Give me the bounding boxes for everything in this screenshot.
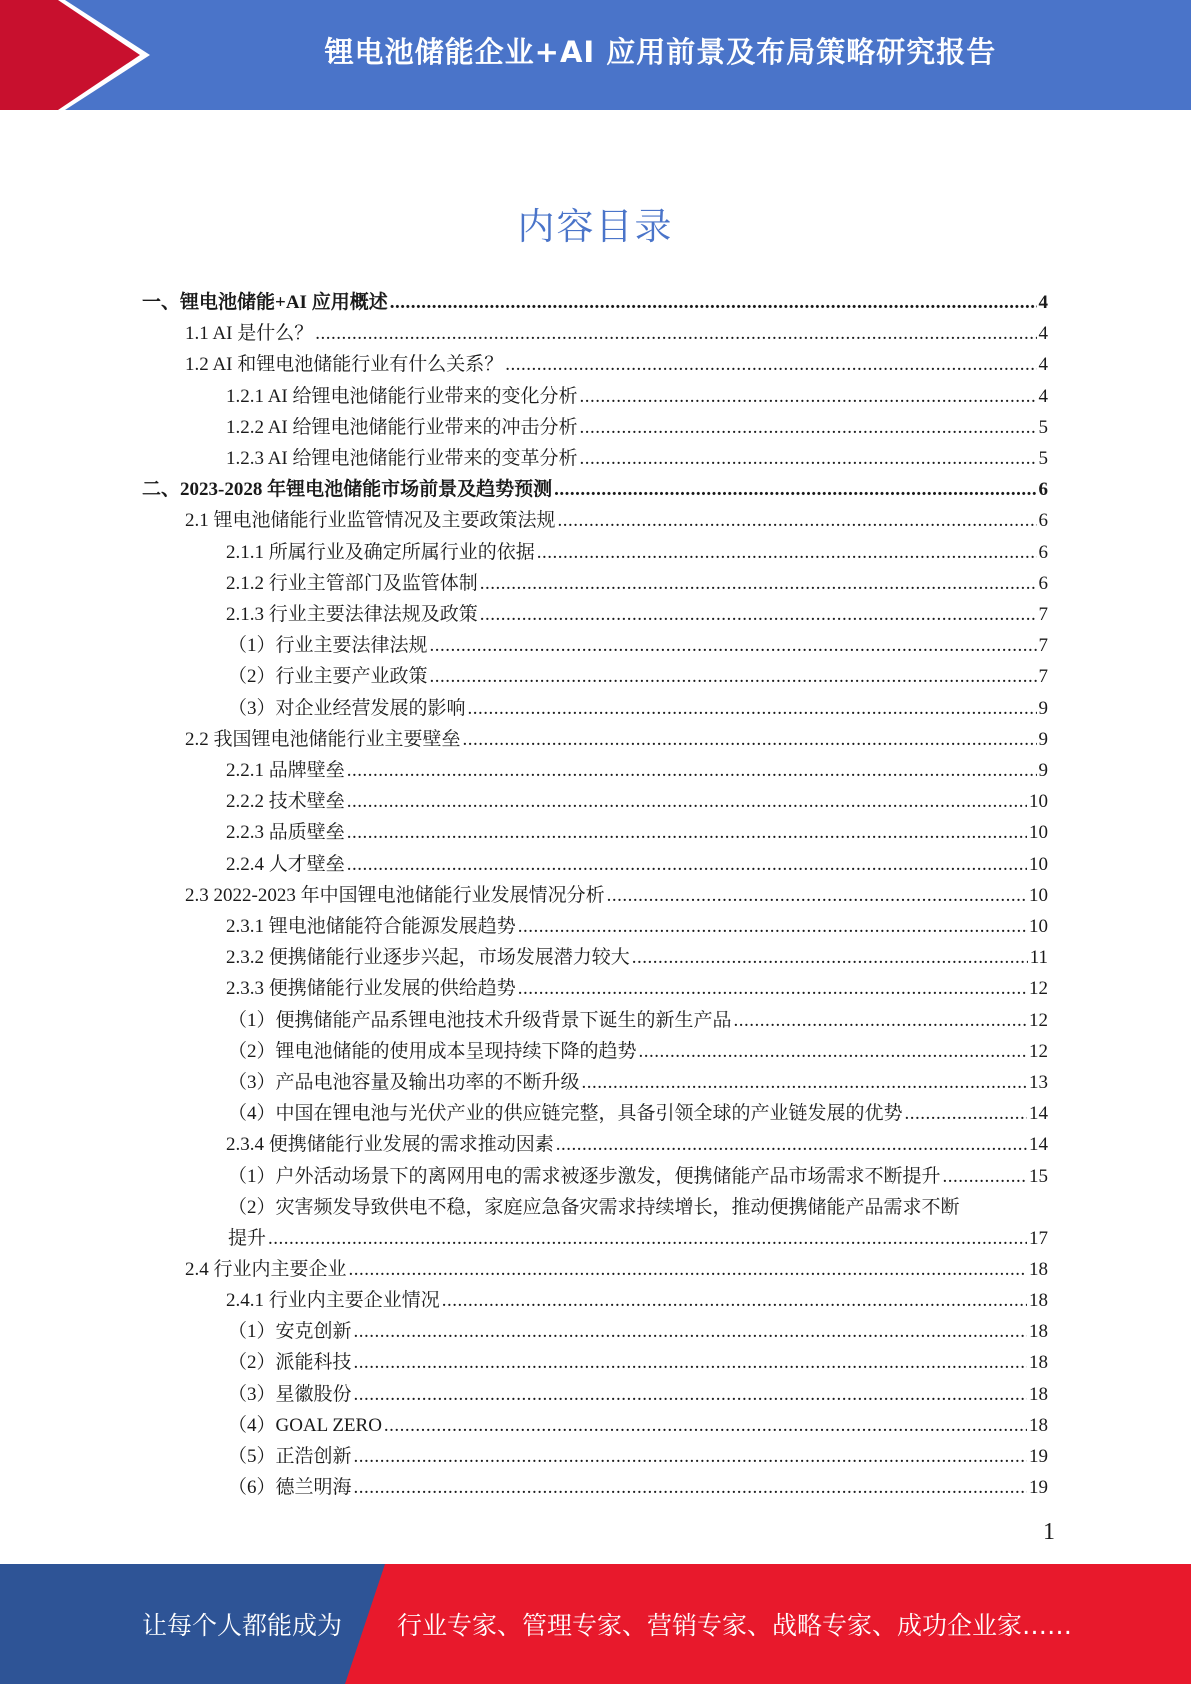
toc-entry[interactable] bbox=[228, 1036, 1048, 1067]
toc-entry-text: 2.3.4 便携储能行业发展的需求推动因素 bbox=[226, 1134, 554, 1156]
toc-page-number: 4 bbox=[1038, 292, 1048, 313]
toc-page-number: 5 bbox=[1038, 416, 1048, 438]
toc-entry[interactable] bbox=[226, 1285, 1048, 1316]
toc-entry[interactable] bbox=[226, 755, 1048, 786]
toc-leader-dots bbox=[537, 537, 1037, 568]
toc-leader-dots bbox=[442, 1285, 1027, 1316]
toc-entry[interactable] bbox=[228, 1472, 1048, 1503]
toc-leader-dots bbox=[518, 911, 1027, 942]
toc-entry[interactable] bbox=[142, 287, 1048, 318]
toc-entry-text: 2.2.3 品质壁垒 bbox=[226, 822, 345, 844]
toc-entry-text: （5）正浩创新 bbox=[228, 1446, 352, 1467]
toc-page-number: 14 bbox=[1029, 1103, 1048, 1125]
toc-page-number: 12 bbox=[1029, 1040, 1048, 1062]
toc-entry[interactable] bbox=[185, 880, 1048, 911]
toc-entry[interactable] bbox=[228, 1098, 1048, 1129]
toc-page-number: 10 bbox=[1029, 916, 1048, 937]
toc-leader-dots bbox=[430, 630, 1037, 661]
toc-page-number: 6 bbox=[1038, 572, 1048, 594]
toc-page-number: 18 bbox=[1029, 1321, 1048, 1343]
toc-entry-text: 2.2.4 人才壁垒 bbox=[226, 853, 345, 875]
toc-leader-dots bbox=[384, 1410, 1027, 1441]
toc-leader-dots bbox=[607, 880, 1027, 911]
toc-entry[interactable] bbox=[185, 724, 1048, 755]
toc-entry-text: 2.1.1 所属行业及确定所属行业的依据 bbox=[226, 541, 535, 563]
toc-page-number: 10 bbox=[1029, 884, 1048, 906]
toc-leader-dots bbox=[347, 755, 1037, 786]
toc-leader-dots bbox=[505, 349, 1036, 380]
toc-leader-dots bbox=[632, 942, 1028, 973]
toc-entry-text: 1.2.3 AI 给锂电池储能行业带来的变革分析 bbox=[226, 448, 578, 469]
toc-entry[interactable] bbox=[228, 1005, 1048, 1036]
toc-page-number: 19 bbox=[1029, 1446, 1048, 1467]
toc-entry[interactable] bbox=[226, 973, 1048, 1004]
toc-entry-text: 一、锂电池储能+AI 应用概述 bbox=[142, 292, 388, 313]
toc-entry-text: 2.4 行业内主要企业 bbox=[185, 1258, 347, 1280]
toc-entry[interactable] bbox=[228, 1316, 1048, 1347]
toc-entry-text: 二、2023-2028 年锂电池储能市场前景及趋势预测 bbox=[142, 479, 553, 501]
toc-leader-dots bbox=[354, 1472, 1027, 1503]
toc-leader-dots bbox=[556, 1129, 1027, 1160]
toc-page-number: 14 bbox=[1029, 1134, 1048, 1156]
header-arrow-decoration bbox=[0, 0, 160, 110]
toc-leader-dots bbox=[639, 1036, 1027, 1067]
toc-entry-text: 1.2 AI 和锂电池储能行业有什么关系？ bbox=[185, 354, 504, 376]
toc-leader-dots bbox=[390, 287, 1037, 318]
toc-page-number: 18 bbox=[1029, 1290, 1048, 1311]
toc-page-number: 9 bbox=[1038, 760, 1048, 781]
toc-leader-dots bbox=[480, 599, 1037, 630]
toc-leader-dots bbox=[480, 568, 1037, 599]
toc-leader-dots bbox=[354, 1379, 1027, 1410]
toc-entry-text: （4）GOAL ZERO bbox=[228, 1414, 382, 1436]
toc-leader-dots bbox=[315, 318, 1036, 349]
toc-leader-dots bbox=[468, 693, 1037, 724]
toc-page-number: 17 bbox=[1029, 1227, 1048, 1249]
toc-leader-dots bbox=[347, 786, 1027, 817]
toc-leader-dots bbox=[349, 1254, 1027, 1285]
header-banner bbox=[0, 0, 1191, 110]
toc-entry[interactable] bbox=[226, 599, 1048, 630]
toc-entry[interactable] bbox=[228, 693, 1048, 724]
toc-entry-text: 2.3.2 便携储能行业逐步兴起，市场发展潜力较大 bbox=[226, 947, 630, 969]
toc-page-number: 7 bbox=[1038, 666, 1048, 688]
toc-page-number: 5 bbox=[1038, 448, 1048, 469]
toc-entry[interactable] bbox=[185, 1254, 1048, 1285]
toc-entry-text: 2.4.1 行业内主要企业情况 bbox=[226, 1290, 440, 1311]
page-number: 1 bbox=[1043, 1519, 1055, 1545]
toc-page-number: 12 bbox=[1029, 1009, 1048, 1031]
toc-leader-dots bbox=[347, 849, 1027, 880]
toc-entry-text: （4）中国在锂电池与光伏产业的供应链完整，具备引领全球的产业链发展的优势 bbox=[228, 1103, 903, 1125]
toc-page-number: 19 bbox=[1029, 1477, 1048, 1499]
toc-entry[interactable] bbox=[228, 1161, 1048, 1192]
toc-entry[interactable] bbox=[226, 911, 1048, 942]
toc-leader-dots bbox=[580, 443, 1037, 474]
toc-entry[interactable] bbox=[226, 849, 1048, 880]
toc-leader-dots bbox=[580, 412, 1037, 443]
toc-leader-dots bbox=[558, 505, 1037, 536]
toc-entry-text: （1）户外活动场景下的离网用电的需求被逐步激发，便携储能产品市场需求不断提升 bbox=[228, 1165, 941, 1187]
toc-leader-dots bbox=[905, 1098, 1027, 1129]
toc-leader-dots bbox=[354, 1441, 1027, 1472]
toc-entry[interactable] bbox=[226, 1129, 1048, 1160]
toc-title: 内容目录 bbox=[517, 205, 674, 248]
toc-page-number: 10 bbox=[1029, 791, 1048, 813]
toc-page-number: 15 bbox=[1029, 1165, 1048, 1187]
toc-entry-text: （2）灾害频发导致供电不稳，家庭应急备灾需求持续增长，推动便携储能产品需求不断 bbox=[228, 1196, 960, 1218]
toc-page-number: 7 bbox=[1038, 635, 1048, 657]
toc-leader-dots bbox=[430, 661, 1037, 692]
toc-entry-text: 2.2 我国锂电池储能行业主要壁垒 bbox=[185, 728, 461, 750]
toc-entry-text: （6）德兰明海 bbox=[228, 1477, 352, 1499]
toc-entry-text: 2.2.2 技术壁垒 bbox=[226, 791, 345, 813]
toc-page-number: 18 bbox=[1029, 1414, 1048, 1436]
toc-entry-text: 2.1.2 行业主管部门及监管体制 bbox=[226, 572, 478, 594]
toc-entry[interactable] bbox=[228, 1192, 1048, 1254]
toc-entry[interactable] bbox=[226, 381, 1048, 412]
toc-page-number: 4 bbox=[1038, 323, 1048, 345]
toc-entry[interactable] bbox=[228, 661, 1048, 692]
toc-entry-text: （2）锂电池储能的使用成本呈现持续下降的趋势 bbox=[228, 1040, 637, 1062]
toc-entry-text: 2.3.3 便携储能行业发展的供给趋势 bbox=[226, 978, 516, 1000]
toc-leader-dots bbox=[580, 381, 1037, 412]
toc-entry[interactable] bbox=[226, 443, 1048, 474]
toc-entry[interactable] bbox=[228, 1410, 1048, 1441]
toc-entry[interactable] bbox=[226, 537, 1048, 568]
toc-page-number: 18 bbox=[1029, 1258, 1048, 1280]
toc-entry[interactable] bbox=[228, 630, 1048, 661]
toc-entry[interactable] bbox=[185, 505, 1048, 536]
toc-entry[interactable] bbox=[228, 1441, 1048, 1472]
toc-page-number: 12 bbox=[1029, 978, 1048, 1000]
toc-leader-dots bbox=[518, 973, 1027, 1004]
toc-page-number: 18 bbox=[1029, 1352, 1048, 1374]
header-title: 锂电池储能企业+AI 应用前景及布局策略研究报告 bbox=[324, 35, 997, 69]
toc-page-number: 6 bbox=[1038, 541, 1048, 563]
toc-page-number: 6 bbox=[1038, 510, 1048, 532]
toc-leader-dots bbox=[734, 1005, 1027, 1036]
toc-entry-text: 1.2.2 AI 给锂电池储能行业带来的冲击分析 bbox=[226, 416, 578, 438]
toc-entry-text: （2）行业主要产业政策 bbox=[228, 666, 428, 688]
footer-slogan: 让每个人都能成为 bbox=[142, 1611, 343, 1640]
toc-entry-text: （2）派能科技 bbox=[228, 1352, 352, 1374]
toc-leader-dots bbox=[268, 1223, 1027, 1254]
toc-entry[interactable] bbox=[226, 568, 1048, 599]
toc-leader-dots bbox=[347, 817, 1027, 848]
toc-entry-text: （3）对企业经营发展的影响 bbox=[228, 697, 466, 719]
toc-entry-text: （3）产品电池容量及输出功率的不断升级 bbox=[228, 1072, 580, 1093]
toc-page-number: 4 bbox=[1038, 354, 1048, 376]
toc-entry[interactable] bbox=[226, 942, 1048, 973]
toc-page-number: 6 bbox=[1038, 479, 1048, 501]
toc-page-number: 9 bbox=[1038, 697, 1048, 719]
toc-entry[interactable] bbox=[142, 474, 1048, 505]
toc-page-number: 10 bbox=[1029, 853, 1048, 875]
toc-leader-dots bbox=[354, 1347, 1027, 1378]
footer-roles: 行业专家、管理专家、营销专家、战略专家、成功企业家…… bbox=[397, 1611, 1073, 1640]
toc-leader-dots bbox=[463, 724, 1037, 755]
toc-entry[interactable] bbox=[226, 786, 1048, 817]
toc-page-number: 4 bbox=[1038, 385, 1048, 407]
toc-page-number: 13 bbox=[1029, 1072, 1048, 1093]
toc-entry[interactable] bbox=[185, 349, 1048, 380]
toc-entry-text: 1.1 AI 是什么？ bbox=[185, 323, 314, 345]
toc-entry-text: 2.3.1 锂电池储能符合能源发展趋势 bbox=[226, 916, 516, 937]
toc-entry[interactable] bbox=[185, 318, 1048, 349]
toc-page-number: 9 bbox=[1038, 728, 1048, 750]
footer-banner bbox=[0, 1564, 1191, 1684]
toc-entry-text-cont: 提升 bbox=[228, 1227, 267, 1249]
toc-entry[interactable] bbox=[228, 1347, 1048, 1378]
toc-entry[interactable] bbox=[226, 817, 1048, 848]
toc-entry-text: （1）便携储能产品系锂电池技术升级背景下诞生的新生产品 bbox=[228, 1009, 732, 1031]
toc-leader-dots bbox=[582, 1067, 1027, 1098]
toc-entry-text: 2.1.3 行业主要法律法规及政策 bbox=[226, 604, 478, 625]
toc-leader-dots bbox=[554, 474, 1036, 505]
toc-entry[interactable] bbox=[228, 1067, 1048, 1098]
toc-entry-text: （1）安克创新 bbox=[228, 1321, 352, 1343]
toc-page-number: 18 bbox=[1029, 1383, 1048, 1405]
toc-page-number: 7 bbox=[1038, 604, 1048, 625]
toc-entry[interactable] bbox=[226, 412, 1048, 443]
toc-leader-dots bbox=[943, 1161, 1027, 1192]
toc-page-number: 11 bbox=[1029, 947, 1048, 969]
toc-entry-text: 1.2.1 AI 给锂电池储能行业带来的变化分析 bbox=[226, 385, 578, 407]
toc-entry[interactable] bbox=[228, 1379, 1048, 1410]
toc-entry-text: 2.2.1 品牌壁垒 bbox=[226, 760, 345, 781]
toc-page-number: 10 bbox=[1029, 822, 1048, 844]
toc-entry-text: 2.1 锂电池储能行业监管情况及主要政策法规 bbox=[185, 510, 556, 532]
toc-entry-text: （1）行业主要法律法规 bbox=[228, 635, 428, 657]
toc-entry-text: （3）星徽股份 bbox=[228, 1383, 352, 1405]
toc-leader-dots bbox=[354, 1316, 1027, 1347]
toc-entry-text: 2.3 2022-2023 年中国锂电池储能行业发展情况分析 bbox=[185, 884, 605, 906]
